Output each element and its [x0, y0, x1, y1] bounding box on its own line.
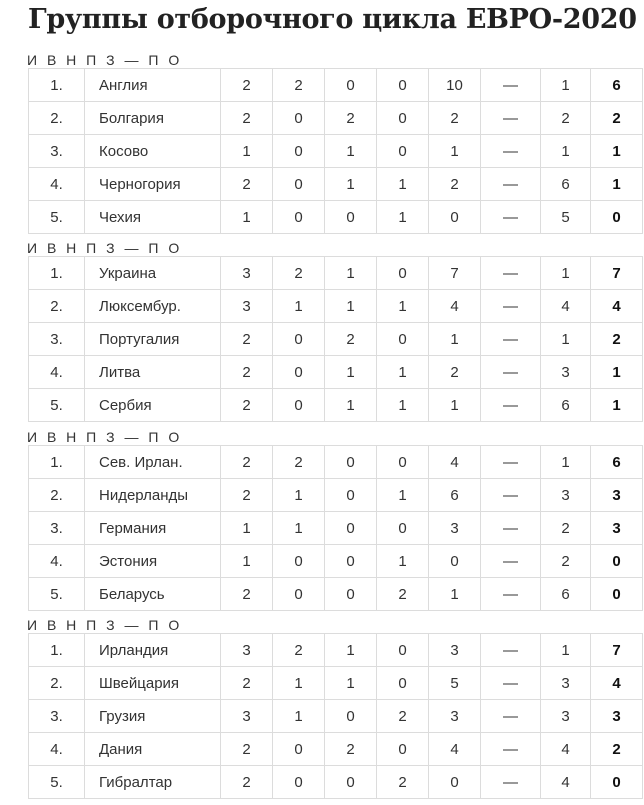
- points-cell: 3: [591, 512, 643, 545]
- score-dash: —: [481, 634, 541, 667]
- position-cell: 5.: [29, 201, 85, 234]
- wins-cell: 2: [273, 634, 325, 667]
- losses-cell: 1: [377, 356, 429, 389]
- table-row: [29, 257, 643, 290]
- goals-against-cell: 1: [541, 446, 591, 479]
- draws-cell: 0: [325, 545, 377, 578]
- score-dash: —: [481, 667, 541, 700]
- wins-cell: 0: [273, 733, 325, 766]
- goals-for-cell: 0: [429, 545, 481, 578]
- score-dash: —: [481, 512, 541, 545]
- points-cell: 6: [591, 446, 643, 479]
- goals-against-cell: 4: [541, 766, 591, 799]
- played-cell: 2: [221, 323, 273, 356]
- team-name-cell: Грузия: [85, 700, 221, 733]
- points-cell: 2: [591, 323, 643, 356]
- wins-cell: 1: [273, 512, 325, 545]
- points-cell: 3: [591, 700, 643, 733]
- table-row: [29, 634, 643, 667]
- draws-cell: 0: [325, 578, 377, 611]
- team-name-cell: Нидерланды: [85, 479, 221, 512]
- wins-cell: 1: [273, 479, 325, 512]
- losses-cell: 0: [377, 135, 429, 168]
- wins-cell: 0: [273, 766, 325, 799]
- standings-table: [28, 445, 643, 611]
- table-row: [29, 102, 643, 135]
- group-1: [28, 52, 644, 234]
- team-name-cell: Ирландия: [85, 634, 221, 667]
- goals-against-cell: 1: [541, 69, 591, 102]
- team-name-cell: Украина: [85, 257, 221, 290]
- goals-for-cell: 7: [429, 257, 481, 290]
- table-row: [29, 512, 643, 545]
- table-row: [29, 356, 643, 389]
- played-cell: 2: [221, 168, 273, 201]
- losses-cell: 1: [377, 545, 429, 578]
- group-header-legend: И В Н П З — П О: [27, 617, 183, 633]
- table-row: [29, 479, 643, 512]
- played-cell: 1: [221, 512, 273, 545]
- group-header-legend: И В Н П З — П О: [27, 429, 183, 445]
- points-cell: 4: [591, 667, 643, 700]
- team-name-cell: Чехия: [85, 201, 221, 234]
- position-cell: 3.: [29, 512, 85, 545]
- draws-cell: 0: [325, 446, 377, 479]
- position-cell: 4.: [29, 733, 85, 766]
- losses-cell: 0: [377, 323, 429, 356]
- score-dash: —: [481, 766, 541, 799]
- draws-cell: 0: [325, 512, 377, 545]
- team-name-cell: Дания: [85, 733, 221, 766]
- played-cell: 2: [221, 356, 273, 389]
- position-cell: 1.: [29, 257, 85, 290]
- position-cell: 5.: [29, 389, 85, 422]
- team-name-cell: Англия: [85, 69, 221, 102]
- played-cell: 2: [221, 446, 273, 479]
- played-cell: 3: [221, 700, 273, 733]
- team-name-cell: Литва: [85, 356, 221, 389]
- points-cell: 4: [591, 290, 643, 323]
- draws-cell: 1: [325, 389, 377, 422]
- position-cell: 3.: [29, 323, 85, 356]
- goals-for-cell: 5: [429, 667, 481, 700]
- losses-cell: 0: [377, 446, 429, 479]
- draws-cell: 0: [325, 766, 377, 799]
- played-cell: 2: [221, 667, 273, 700]
- position-cell: 4.: [29, 168, 85, 201]
- goals-for-cell: 6: [429, 479, 481, 512]
- points-cell: 6: [591, 69, 643, 102]
- table-row: [29, 733, 643, 766]
- goals-against-cell: 6: [541, 578, 591, 611]
- goals-for-cell: 0: [429, 766, 481, 799]
- position-cell: 2.: [29, 102, 85, 135]
- score-dash: —: [481, 135, 541, 168]
- played-cell: 2: [221, 102, 273, 135]
- losses-cell: 0: [377, 634, 429, 667]
- team-name-cell: Беларусь: [85, 578, 221, 611]
- goals-for-cell: 1: [429, 323, 481, 356]
- points-cell: 1: [591, 135, 643, 168]
- points-cell: 0: [591, 545, 643, 578]
- points-cell: 7: [591, 634, 643, 667]
- wins-cell: 0: [273, 135, 325, 168]
- table-row: [29, 201, 643, 234]
- wins-cell: 1: [273, 290, 325, 323]
- losses-cell: 1: [377, 201, 429, 234]
- wins-cell: 0: [273, 389, 325, 422]
- table-row: [29, 766, 643, 799]
- losses-cell: 0: [377, 733, 429, 766]
- played-cell: 2: [221, 733, 273, 766]
- goals-for-cell: 4: [429, 733, 481, 766]
- group-4: [28, 617, 644, 799]
- position-cell: 4.: [29, 356, 85, 389]
- goals-for-cell: 0: [429, 201, 481, 234]
- position-cell: 2.: [29, 667, 85, 700]
- score-dash: —: [481, 578, 541, 611]
- played-cell: 3: [221, 634, 273, 667]
- goals-for-cell: 1: [429, 135, 481, 168]
- goals-for-cell: 10: [429, 69, 481, 102]
- losses-cell: 2: [377, 578, 429, 611]
- draws-cell: 1: [325, 290, 377, 323]
- goals-against-cell: 3: [541, 700, 591, 733]
- draws-cell: 2: [325, 323, 377, 356]
- played-cell: 2: [221, 578, 273, 611]
- table-row: [29, 290, 643, 323]
- position-cell: 2.: [29, 479, 85, 512]
- team-name-cell: Гибралтар: [85, 766, 221, 799]
- team-name-cell: Германия: [85, 512, 221, 545]
- losses-cell: 0: [377, 257, 429, 290]
- played-cell: 2: [221, 479, 273, 512]
- played-cell: 2: [221, 766, 273, 799]
- score-dash: —: [481, 389, 541, 422]
- points-cell: 0: [591, 578, 643, 611]
- score-dash: —: [481, 479, 541, 512]
- team-name-cell: Болгария: [85, 102, 221, 135]
- played-cell: 1: [221, 201, 273, 234]
- goals-against-cell: 3: [541, 479, 591, 512]
- team-name-cell: Сев. Ирлан.: [85, 446, 221, 479]
- wins-cell: 2: [273, 446, 325, 479]
- goals-against-cell: 1: [541, 634, 591, 667]
- draws-cell: 2: [325, 102, 377, 135]
- draws-cell: 2: [325, 733, 377, 766]
- position-cell: 1.: [29, 69, 85, 102]
- draws-cell: 0: [325, 201, 377, 234]
- position-cell: 2.: [29, 290, 85, 323]
- score-dash: —: [481, 257, 541, 290]
- wins-cell: 0: [273, 356, 325, 389]
- losses-cell: 2: [377, 700, 429, 733]
- table-row: [29, 700, 643, 733]
- team-name-cell: Швейцария: [85, 667, 221, 700]
- table-row: [29, 323, 643, 356]
- wins-cell: 1: [273, 667, 325, 700]
- losses-cell: 1: [377, 479, 429, 512]
- wins-cell: 1: [273, 700, 325, 733]
- goals-against-cell: 1: [541, 323, 591, 356]
- score-dash: —: [481, 201, 541, 234]
- goals-against-cell: 2: [541, 512, 591, 545]
- points-cell: 3: [591, 479, 643, 512]
- goals-for-cell: 2: [429, 102, 481, 135]
- goals-against-cell: 2: [541, 545, 591, 578]
- score-dash: —: [481, 102, 541, 135]
- score-dash: —: [481, 446, 541, 479]
- table-row: [29, 446, 643, 479]
- goals-for-cell: 2: [429, 356, 481, 389]
- played-cell: 1: [221, 135, 273, 168]
- goals-for-cell: 4: [429, 290, 481, 323]
- table-row: [29, 545, 643, 578]
- wins-cell: 0: [273, 578, 325, 611]
- position-cell: 1.: [29, 634, 85, 667]
- draws-cell: 0: [325, 69, 377, 102]
- goals-against-cell: 2: [541, 102, 591, 135]
- points-cell: 2: [591, 733, 643, 766]
- draws-cell: 0: [325, 479, 377, 512]
- standings-table: [28, 256, 643, 422]
- points-cell: 1: [591, 168, 643, 201]
- losses-cell: 0: [377, 69, 429, 102]
- draws-cell: 1: [325, 634, 377, 667]
- goals-for-cell: 3: [429, 700, 481, 733]
- team-name-cell: Черногория: [85, 168, 221, 201]
- draws-cell: 1: [325, 168, 377, 201]
- wins-cell: 2: [273, 69, 325, 102]
- losses-cell: 1: [377, 168, 429, 201]
- goals-for-cell: 3: [429, 634, 481, 667]
- wins-cell: 0: [273, 545, 325, 578]
- group-3: [28, 429, 644, 611]
- points-cell: 2: [591, 102, 643, 135]
- score-dash: —: [481, 700, 541, 733]
- standings-table: [28, 633, 643, 799]
- draws-cell: 1: [325, 135, 377, 168]
- table-row: [29, 389, 643, 422]
- group-2: [28, 240, 644, 422]
- points-cell: 0: [591, 201, 643, 234]
- goals-against-cell: 6: [541, 168, 591, 201]
- position-cell: 4.: [29, 545, 85, 578]
- table-row: [29, 69, 643, 102]
- position-cell: 5.: [29, 578, 85, 611]
- losses-cell: 1: [377, 290, 429, 323]
- team-name-cell: Косово: [85, 135, 221, 168]
- losses-cell: 0: [377, 102, 429, 135]
- points-cell: 1: [591, 389, 643, 422]
- goals-for-cell: 1: [429, 578, 481, 611]
- position-cell: 3.: [29, 135, 85, 168]
- goals-against-cell: 5: [541, 201, 591, 234]
- score-dash: —: [481, 733, 541, 766]
- goals-against-cell: 1: [541, 257, 591, 290]
- group-header-legend: И В Н П З — П О: [27, 52, 183, 68]
- team-name-cell: Эстония: [85, 545, 221, 578]
- losses-cell: 2: [377, 766, 429, 799]
- standings-table: [28, 68, 643, 234]
- score-dash: —: [481, 168, 541, 201]
- score-dash: —: [481, 290, 541, 323]
- team-name-cell: Сербия: [85, 389, 221, 422]
- position-cell: 3.: [29, 700, 85, 733]
- wins-cell: 0: [273, 168, 325, 201]
- wins-cell: 0: [273, 201, 325, 234]
- goals-for-cell: 2: [429, 168, 481, 201]
- table-row: [29, 135, 643, 168]
- goals-against-cell: 4: [541, 733, 591, 766]
- played-cell: 3: [221, 290, 273, 323]
- score-dash: —: [481, 69, 541, 102]
- goals-for-cell: 1: [429, 389, 481, 422]
- goals-against-cell: 3: [541, 667, 591, 700]
- score-dash: —: [481, 356, 541, 389]
- wins-cell: 2: [273, 257, 325, 290]
- page-title: Группы отборочного цикла ЕВРО-2020: [28, 4, 637, 35]
- position-cell: 1.: [29, 446, 85, 479]
- points-cell: 1: [591, 356, 643, 389]
- goals-for-cell: 3: [429, 512, 481, 545]
- goals-against-cell: 4: [541, 290, 591, 323]
- wins-cell: 0: [273, 323, 325, 356]
- losses-cell: 0: [377, 512, 429, 545]
- losses-cell: 1: [377, 389, 429, 422]
- goals-against-cell: 6: [541, 389, 591, 422]
- draws-cell: 1: [325, 667, 377, 700]
- score-dash: —: [481, 323, 541, 356]
- played-cell: 2: [221, 69, 273, 102]
- points-cell: 7: [591, 257, 643, 290]
- goals-for-cell: 4: [429, 446, 481, 479]
- team-name-cell: Португалия: [85, 323, 221, 356]
- group-header-legend: И В Н П З — П О: [27, 240, 183, 256]
- table-row: [29, 578, 643, 611]
- team-name-cell: Люксембур.: [85, 290, 221, 323]
- draws-cell: 1: [325, 356, 377, 389]
- draws-cell: 0: [325, 700, 377, 733]
- position-cell: 5.: [29, 766, 85, 799]
- goals-against-cell: 3: [541, 356, 591, 389]
- played-cell: 1: [221, 545, 273, 578]
- points-cell: 0: [591, 766, 643, 799]
- table-row: [29, 667, 643, 700]
- played-cell: 3: [221, 257, 273, 290]
- wins-cell: 0: [273, 102, 325, 135]
- score-dash: —: [481, 545, 541, 578]
- goals-against-cell: 1: [541, 135, 591, 168]
- draws-cell: 1: [325, 257, 377, 290]
- played-cell: 2: [221, 389, 273, 422]
- table-row: [29, 168, 643, 201]
- losses-cell: 0: [377, 667, 429, 700]
